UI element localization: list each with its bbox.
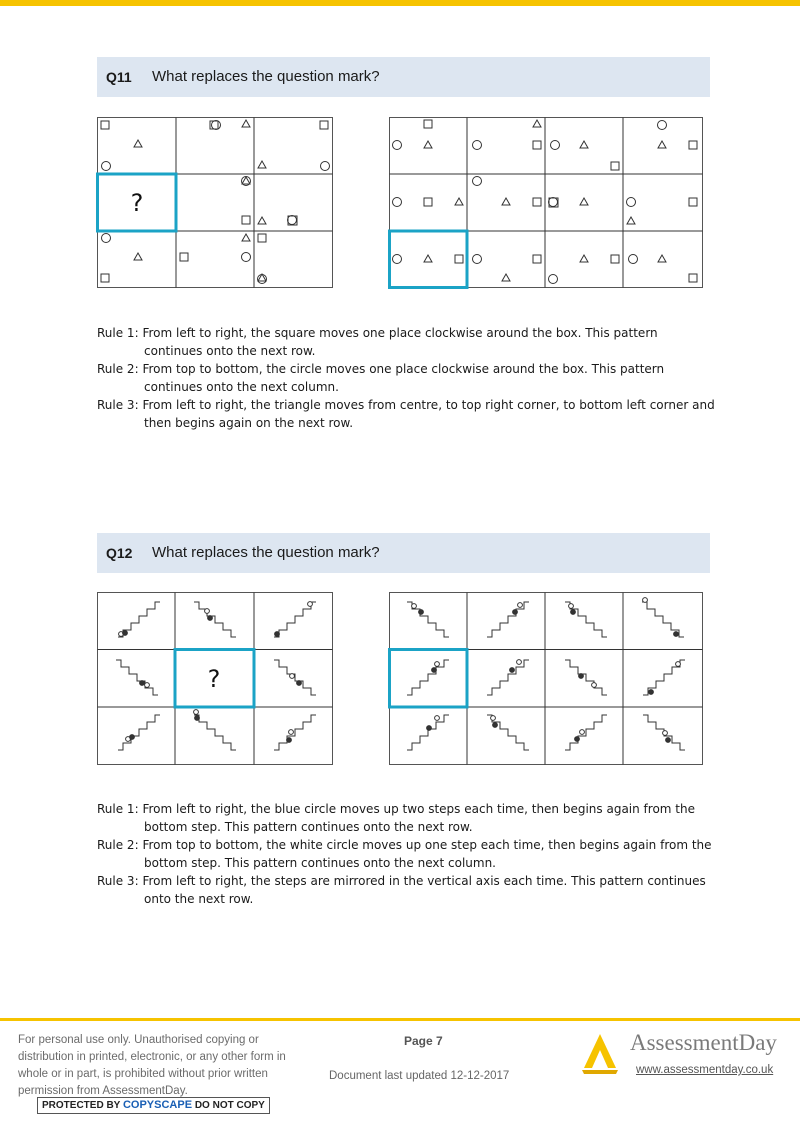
q11-puzzle-grid — [96, 115, 336, 291]
q12-rule-1: Rule 1: From left to right, the blue circle moves up two steps each time, then begins again from the bottom step. This pattern continues onto the next row. — [97, 802, 695, 834]
q11-option-8[interactable] — [627, 198, 698, 225]
q12-option-3[interactable] — [565, 602, 607, 637]
q12-option-5[interactable] — [407, 660, 449, 695]
assessmentday-logo-icon — [580, 1028, 620, 1074]
q12-option-7[interactable] — [565, 660, 607, 695]
q12-option-9[interactable] — [407, 715, 449, 750]
website-link[interactable]: www.assessmentday.co.uk — [636, 1064, 774, 1076]
q11-option-12[interactable] — [629, 255, 698, 283]
q12-rule-2: Rule 2: From top to bottom, the white circle moves up one step each time, then begins again from the bottom step. This pattern continues onto the next column. — [97, 838, 712, 870]
q12-answer-options — [387, 590, 707, 768]
copyscape-badge[interactable]: PROTECTED BY COPYSCAPE DO NOT COPY — [37, 1097, 270, 1114]
q11-rules — [97, 324, 717, 432]
q12-option-2[interactable] — [487, 602, 529, 637]
top-accent-bar — [0, 0, 800, 6]
q12-option-8[interactable] — [643, 660, 685, 695]
q11-rule-2: Rule 2: From top to bottom, the circle moves one place clockwise around the box. This pattern continues onto the next column. — [97, 362, 665, 394]
q12-rules — [97, 800, 717, 908]
q11-option-7[interactable] — [549, 198, 589, 208]
q11-option-5[interactable] — [393, 198, 464, 207]
page-number: Page 7 — [404, 1034, 443, 1048]
footer-disclaimer: For personal use only. Unauthorised copying or distribution in printed, electronic, or any other form in whole or in part, is prohibited without prior written permission from AssessmentDay. — [18, 1034, 286, 1097]
q11-prompt: What replaces the question mark? — [152, 68, 380, 85]
q11-answer-options — [387, 115, 707, 291]
q11-option-10[interactable] — [473, 255, 542, 282]
q11-number: Q11 — [106, 69, 132, 85]
q11-rule-3: Rule 3: From left to right, the triangle moves from centre, to top right corner, to bottom left corner and then begins again on the next row. — [97, 398, 715, 430]
last-updated: Document last updated 12-12-2017 — [329, 1070, 510, 1082]
q11-question-mark: ? — [130, 189, 144, 217]
q11-option-6[interactable] — [473, 177, 542, 207]
footer-accent-bar — [0, 1018, 800, 1021]
q12-number: Q12 — [106, 545, 133, 561]
q11-option-9[interactable] — [393, 255, 464, 264]
q12-prompt: What replaces the question mark? — [152, 544, 380, 561]
q12-puzzle-grid — [96, 590, 336, 768]
q11-option-4[interactable] — [658, 121, 698, 150]
brand-name: AssessmentDay — [630, 1030, 777, 1055]
q12-option-10[interactable] — [487, 715, 529, 750]
q12-header — [97, 533, 710, 573]
q11-option-2[interactable] — [473, 120, 542, 150]
q12-option-11[interactable] — [565, 715, 607, 750]
q12-question-mark: ? — [207, 665, 221, 693]
q11-option-1[interactable] — [393, 120, 433, 150]
q11-rule-1: Rule 1: From left to right, the square moves one place clockwise around the box. This pattern continues onto the next row. — [97, 326, 658, 358]
q12-rule-3: Rule 3: From left to right, the steps are mirrored in the vertical axis each time. This pattern continues onto the next row. — [97, 874, 706, 906]
q11-option-3[interactable] — [551, 141, 620, 171]
q12-option-4[interactable] — [642, 598, 684, 637]
q12-option-6[interactable] — [487, 660, 529, 695]
q11-header — [97, 57, 710, 97]
q12-option-12[interactable] — [643, 715, 685, 750]
q11-option-11[interactable] — [549, 255, 620, 284]
q12-option-1[interactable] — [407, 602, 449, 637]
